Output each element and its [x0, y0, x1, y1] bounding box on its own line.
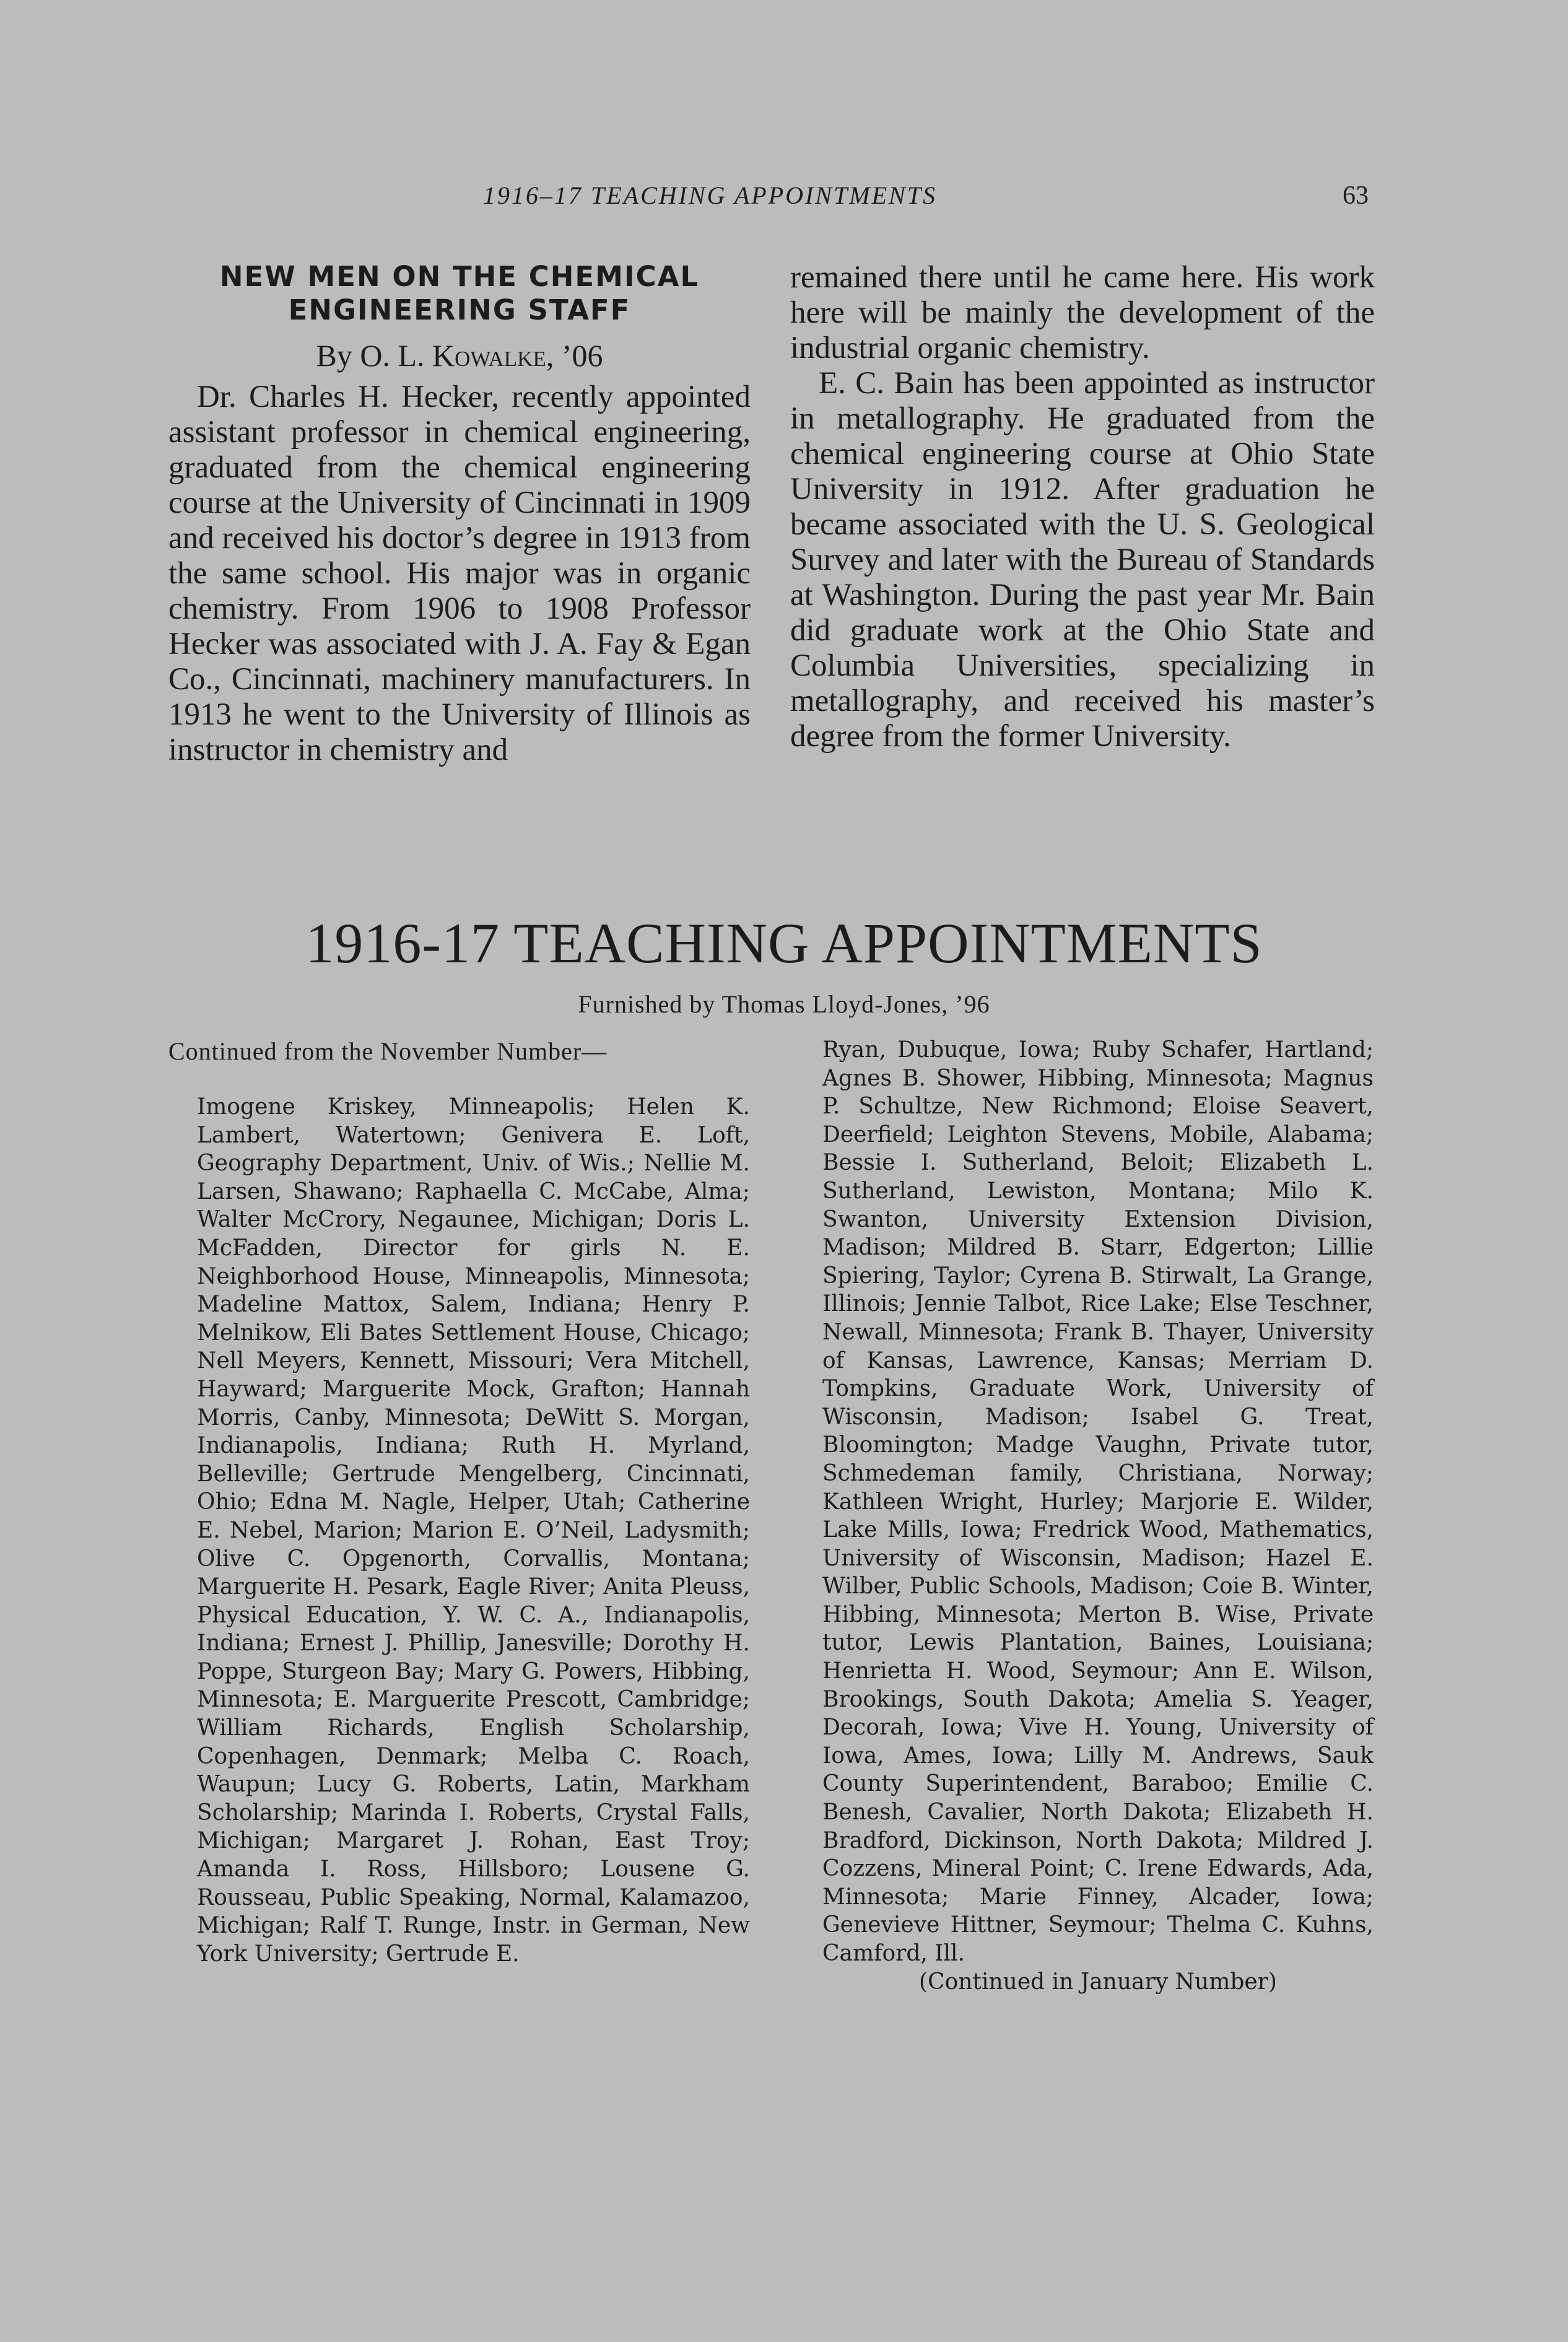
- article2-byline: Furnished by Thomas Lloyd-Jones, ’96: [578, 990, 990, 1018]
- article1-left-column: [168, 260, 751, 768]
- byline-suffix: , ’06: [546, 338, 603, 373]
- running-head: 1916–17 TEACHING APPOINTMENTS: [483, 181, 937, 209]
- byline-name: Kowalke: [432, 338, 546, 373]
- article1-paragraph1: Dr. Charles H. Hecker, recently appointed assistant professor in chemical engineering, graduated from the chemical engineering course at the University of Cincinnati in 1909 and received his doctor’s degree in 1913 from the same school. His major was in organic chemistry. From 1906 to 1908 Professor Hecker was associated with J. A. Fay & Egan Co., Cincinnati, machinery manufacturers. In 1913 he went to the University of Illinois as instructor in chemistry and: [168, 380, 751, 767]
- article1-paragraph1-continued: remained there until he came here. His work here will be mainly the development of the industrial organic chemistry.: [790, 260, 1375, 365]
- byline-prefix: By O. L.: [316, 338, 432, 373]
- page-number: 63: [1343, 181, 1369, 210]
- continued-in-note: (Continued in January Number): [919, 1969, 1277, 1995]
- article2-title: 1916-17 TEACHING APPOINTMENTS: [305, 912, 1263, 975]
- article1-byline: [168, 338, 751, 373]
- article1-right-column: [790, 260, 1375, 754]
- continued-from-note: Continued from the November Number—: [168, 1037, 608, 1065]
- appointments-left-column: [197, 1093, 750, 1968]
- appointments-left-text: Imogene Kriskey, Minneapolis; Helen K. Lambert, Watertown; Genivera E. Loft, Geography Department, Univ. of Wis.; Nellie M. Larsen, Shawano; Raphaella C. McCabe, Alma; Walter McCrory, Negaunee, Michigan; Doris L. McFadden, Director for girls N. E. Neighborhood House, Minneapolis, Minnesota; Madeline Mattox, Salem, Indiana; Henry P. Melnikow, Eli Bates Settlement House, Chicago; Nell Meyers, Kennett, Missouri; Vera Mitchell, Hayward; Marguerite Mock, Grafton; Hannah Morris, Canby, Minnesota; DeWitt S. Morgan, Indianapolis, Indiana; Ruth H. Myrland, Belleville; Gertrude Mengelberg, Cincinnati, Ohio; Edna M. Nagle, Helper, Utah; Catherine E. Nebel, Marion; Marion E. O’Neil, Ladysmith; Olive C. Opgenorth, Corvallis, Montana; Marguerite H. Pesark, Eagle River; Anita Pleuss, Physical Education, Y. W. C. A., Indianapolis, Indiana; Ernest J. Phillip, Janesville; Dorothy H. Poppe, Sturgeon Bay; Mary G. Powers, Hibbing, Minnesota; E. Marguerite Prescott, Cambridge; William Richards, English Scholarship, Copenhagen, Denmark; Melba C. Roach, Waupun; Lucy G. Roberts, Latin, Markham Scholarship; Marinda I. Roberts, Crystal Falls, Michigan; Margaret J. Rohan, East Troy; Amanda I. Ross, Hillsboro; Lousene G. Rousseau, Public Speaking, Normal, Kalamazoo, Michigan; Ralf T. Runge, Instr. in German, New York University; Gertrude E.: [197, 1094, 750, 1967]
- article1-title: NEW MEN ON THE CHEMICAL ENGINEERING STAFF: [219, 260, 700, 326]
- article1-paragraph2: E. C. Bain has been appointed as instructor in metallography. He graduated from the chemical engineering course at Ohio State University in 1912. After graduation he became associated with the U. S. Geological Survey and later with the Bureau of Standards at Washington. During the past year Mr. Bain did graduate work at the Ohio State and Columbia Universities, specializing in metallography, and received his master’s degree from the former University.: [790, 366, 1375, 754]
- appointments-right-column: [822, 1036, 1374, 1996]
- appointments-right-text: Ryan, Dubuque, Iowa; Ruby Schafer, Hartland; Agnes B. Shower, Hibbing, Minnesota; Magnus P. Schultze, New Richmond; Eloise Seavert, Deerfield; Leighton Stevens, Mobile, Alabama; Bessie I. Sutherland, Beloit; Elizabeth L. Sutherland, Lewiston, Montana; Milo K. Swanton, University Extension Division, Madison; Mildred B. Starr, Edgerton; Lillie Spiering, Taylor; Cyrena B. Stirwalt, La Grange, Illinois; Jennie Talbot, Rice Lake; Else Teschner, Newall, Minnesota; Frank B. Thayer, University of Kansas, Lawrence, Kansas; Merriam D. Tompkins, Graduate Work, University of Wisconsin, Madison; Isabel G. Treat, Bloomington; Madge Vaughn, Private tutor, Schmedeman family, Christiana, Norway; Kathleen Wright, Hurley; Marjorie E. Wilder, Lake Mills, Iowa; Fredrick Wood, Mathematics, University of Wisconsin, Madison; Hazel E. Wilber, Public Schools, Madison; Coie B. Winter, Hibbing, Minnesota; Merton B. Wise, Private tutor, Lewis Plantation, Baines, Louisiana; Henrietta H. Wood, Seymour; Ann E. Wilson, Brookings, South Dakota; Amelia S. Yeager, Decorah, Iowa; Vive H. Young, University of Iowa, Ames, Iowa; Lilly M. Andrews, Sauk County Superintendent, Baraboo; Emilie C. Benesh, Cavalier, North Dakota; Elizabeth H. Bradford, Dickinson, North Dakota; Mildred J. Cozzens, Mineral Point; C. Irene Edwards, Ada, Minnesota; Marie Finney, Alcader, Iowa; Genevieve Hittner, Seymour; Thelma C. Kuhns, Camford, Ill.: [822, 1037, 1374, 1966]
